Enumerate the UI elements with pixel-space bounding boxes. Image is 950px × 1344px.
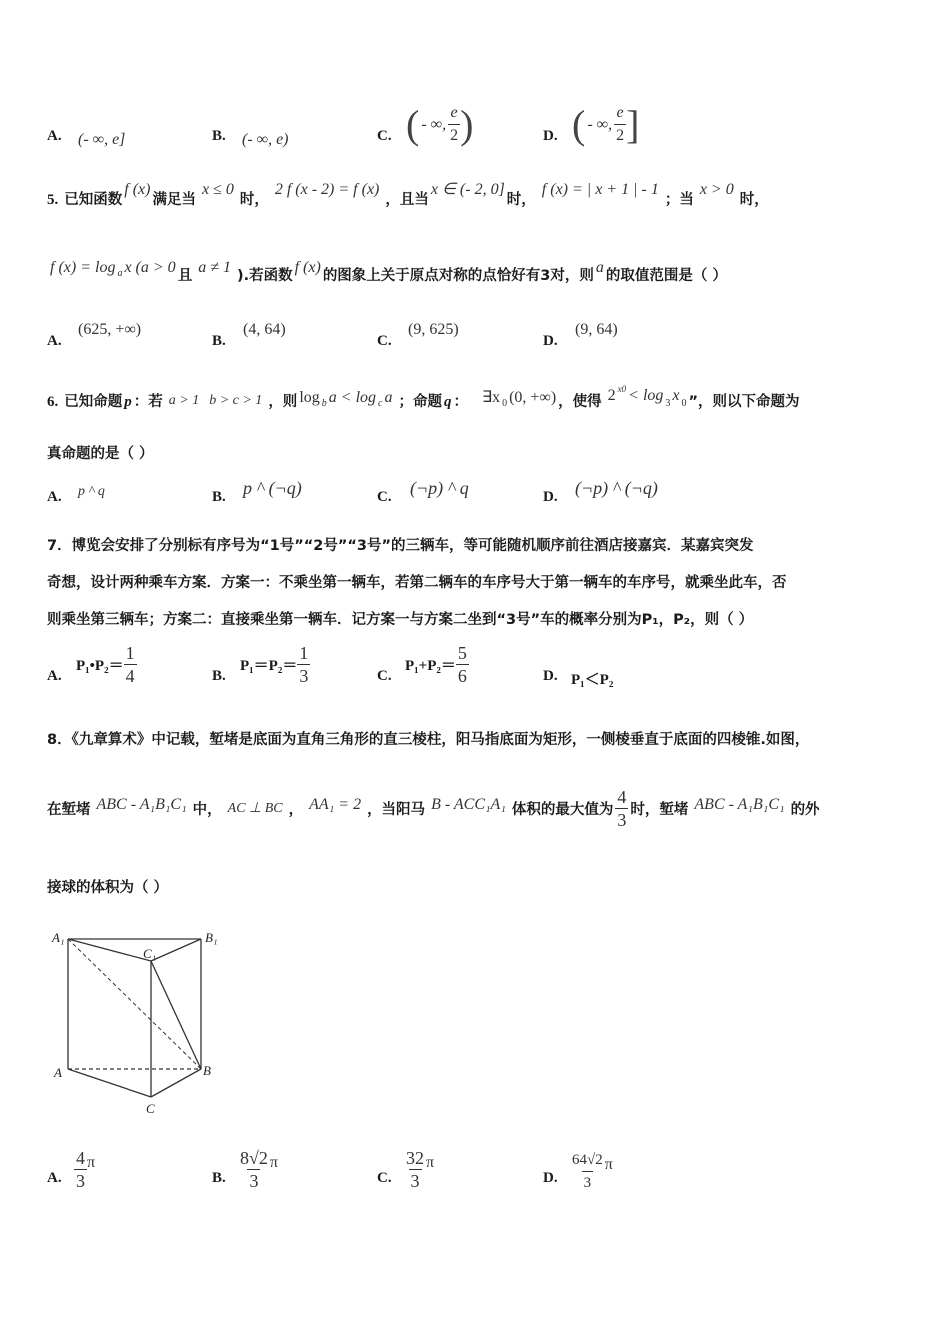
q6-line-2: 真命题的是（ ）	[47, 446, 154, 462]
label-c1: C₁	[143, 946, 157, 961]
q5-option-c-label: C.	[377, 333, 392, 349]
q8-option-c-value: $\frac{32}{3}$ π	[406, 1148, 435, 1191]
q6-option-c-label: C.	[377, 489, 392, 505]
q8-option-d-value: $\frac{64√2}{3}$ π	[570, 1149, 613, 1194]
q8-option-b-value: $\frac{8√2}{3}$ π	[240, 1148, 278, 1191]
q6-option-b-label: B.	[212, 489, 226, 505]
q5-line-1: 5. 已知函数 f (x) 满足当 x ≤ 0 时， 2 f (x - 2) = f (x) ，且当 x ∈ (- 2, 0] 时， f (x) = | x + 1 | - 1 ；当 x > 0 时，	[47, 181, 769, 208]
q8-option-c-label: C.	[377, 1170, 392, 1186]
q7-line-1: 7．博览会安排了分别标有序号为“1号”“2号”“3号”的三辆车，等可能随机顺序前往酒店接嘉宾．某嘉宾突发	[47, 538, 754, 554]
q6-option-d-value: (¬p) ^ (¬q)	[575, 478, 658, 498]
q6-option-a-label: A.	[47, 489, 62, 505]
q8-max-volume-fraction: $\frac{4}{3}$	[617, 787, 627, 830]
q4-option-c-value: ( - ∞, $\frac{e}{2}$ )	[406, 101, 474, 147]
q7-option-d-label: D.	[543, 668, 558, 684]
edge-a-c	[68, 1069, 151, 1097]
q8-prism-figure	[40, 920, 240, 1120]
q7-option-b-label: B.	[212, 668, 226, 684]
q6-option-a-value: p ^ q	[78, 484, 105, 499]
edge-a1-c1	[68, 939, 151, 961]
q7-option-c-value: P₁+P₂＝ $\frac{5}{6}$	[405, 643, 467, 686]
q4-option-c-fraction: $\frac{e}{2}$	[448, 102, 460, 147]
q4-option-b-label: B.	[212, 128, 226, 144]
q5-option-d-label: D.	[543, 333, 558, 349]
edge-c1-b1	[151, 939, 201, 961]
q7-line-2: 奇想，设计两种乘车方案．方案一：不乘坐第一辆车，若第二辆车的车序号大于第一辆车的车序号，就乘坐此车，否	[47, 575, 787, 591]
q5-option-b-label: B.	[212, 333, 226, 349]
q8-option-d-label: D.	[543, 1170, 558, 1186]
q4-option-a-label: A.	[47, 128, 62, 144]
q5-number: 5.	[47, 192, 59, 208]
q4-option-b-value: (- ∞, e)	[242, 131, 289, 148]
label-c: C	[146, 1101, 155, 1116]
q6-line-1: 6. 已知命题 p ：若 a > 1 b > c > 1 ，则 log b a < log c a ；命题 q ： ∃x 0 (0, +∞) ，使得 2 x0 < log 3 x 0 ”，则以下命题为	[47, 384, 800, 410]
label-b1: B₁	[205, 930, 218, 945]
q7-option-a-value: P₁•P₂＝ $\frac{1}{4}$	[76, 643, 135, 686]
label-a: A	[54, 1065, 62, 1080]
q6-option-d-label: D.	[543, 489, 558, 505]
q8-line-3: 接球的体积为（ ）	[47, 880, 169, 896]
q7-option-b-value: P₁＝P₂＝ $\frac{1}{3}$	[240, 643, 309, 686]
q5-option-a-label: A.	[47, 333, 62, 349]
q7-option-a-label: A.	[47, 668, 62, 684]
q5-line-2: f (x) = log a x (a > 0 且 a ≠ 1 ).若函数 f (x) 的图象上关于原点对称的点恰好有3对，则 a 的取值范围是（ ）	[50, 259, 727, 284]
q7-line-3: 则乘坐第三辆车；方案二：直接乘坐第一辆车．记方案一与方案二坐到“3号”车的概率分别为P₁，P₂，则（ ）	[47, 612, 754, 628]
q5-option-c-value: (9, 625)	[408, 321, 459, 338]
q6-option-c-value: (¬p) ^ q	[410, 478, 469, 498]
q4-option-c-label: C.	[377, 128, 392, 144]
label-b: B	[203, 1063, 211, 1078]
q6-option-b-value: p ^ (¬q)	[243, 478, 302, 498]
edge-c1-b	[151, 961, 201, 1069]
q8-line-2: 在堑堵 ABC - A₁B₁C₁ 中， AC ⊥ BC ， AA₁ = 2 ，当阳马 B - ACC₁A₁ 体积的最大值为 $\frac{4}{3}$ 时，堑堵 ABC - A₁B₁C₁ 的外	[47, 787, 820, 830]
q4-option-a-value: (- ∞, e]	[78, 131, 126, 148]
edge-a1-b-dashed	[68, 939, 201, 1069]
edge-c-b	[151, 1069, 201, 1097]
q5-option-d-value: (9, 64)	[575, 321, 618, 338]
q8-option-b-label: B.	[212, 1170, 226, 1186]
q7-option-c-label: C.	[377, 668, 392, 684]
label-a1: A₁	[52, 930, 65, 945]
q7-option-d-value: P₁＜P₂	[571, 672, 614, 688]
q4-option-d-fraction: $\frac{e}{2}$	[614, 102, 626, 147]
q5-option-b-value: (4, 64)	[243, 321, 286, 338]
q8-option-a-value: $\frac{4}{3}$ π	[76, 1148, 96, 1191]
q8-line-1: 8．《九章算术》中记载，堑堵是底面为直角三角形的直三棱柱，阳马指底面为矩形，一侧棱垂直于底面的四棱锥.如图，	[47, 732, 810, 748]
q4-option-d-label: D.	[543, 128, 558, 144]
q5-option-a-value: (625, +∞)	[78, 321, 142, 338]
q6-number: 6.	[47, 394, 59, 410]
q4-option-d-value: ( - ∞, $\frac{e}{2}$ ]	[572, 101, 640, 147]
q8-option-a-label: A.	[47, 1170, 62, 1186]
